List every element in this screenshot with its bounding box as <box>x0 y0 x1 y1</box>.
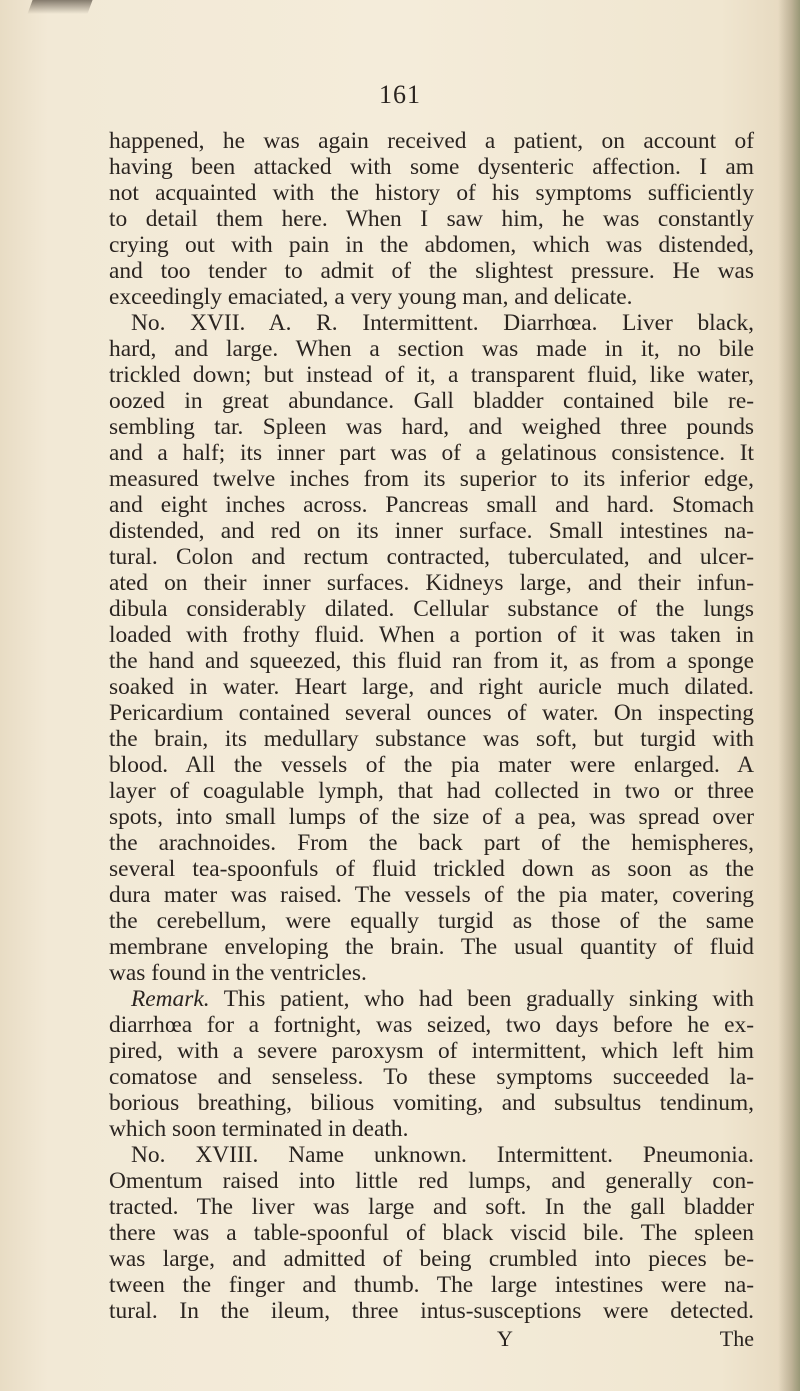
text-line: was found in the ventricles. <box>109 960 367 986</box>
text-line: trickled down; but instead of it, a transparent fluid, like water, <box>109 362 754 388</box>
text-line: borious breathing, bilious vomiting, and subsultus tendinum, <box>109 1090 754 1116</box>
binding-edge-shadow <box>778 0 800 1391</box>
text-line: tural. Colon and rectum contracted, tuberculated, and ulcer- <box>109 544 754 570</box>
page-corner-shadow <box>27 0 92 14</box>
text-line: spots, into small lumps of the size of a pea, was spread over <box>109 804 754 830</box>
text-line: soaked in water. Heart large, and right auricle much dilated. <box>109 674 754 700</box>
signature-mark: Y <box>497 1326 513 1351</box>
text-line: comatose and senseless. To these symptoms succeeded la- <box>109 1064 754 1090</box>
text-line: and too tender to admit of the slightest pressure. He was <box>109 258 754 284</box>
text-line: No. XVIII. Name unknown. Intermittent. Pneumonia. <box>131 1142 754 1168</box>
catchword: The <box>719 1326 754 1351</box>
text-line: crying out with pain in the abdomen, which was distended, <box>109 232 754 258</box>
text-line-content: This patient, who had been gradually sinking with <box>223 986 754 1012</box>
text-line: sembling tar. Spleen was hard, and weighed three pounds <box>109 414 754 440</box>
page-number: 161 <box>379 80 421 109</box>
text-line: exceedingly emaciated, a very young man, and delicate. <box>109 284 633 310</box>
text-line: Omentum raised into little red lumps, and generally con- <box>109 1168 754 1194</box>
text-line: happened, he was again received a patient, on account of <box>109 128 754 154</box>
text-line: membrane enveloping the brain. The usual quantity of fluid <box>109 934 754 960</box>
text-line: and eight inches across. Pancreas small and hard. Stomach <box>109 492 754 518</box>
text-line: was large, and admitted of being crumbled into pieces be- <box>109 1246 754 1272</box>
text-line: measured twelve inches from its superior to its inferior edge, <box>109 466 754 492</box>
text-line: the brain, its medullary substance was soft, but turgid with <box>109 726 754 752</box>
text-line: there was a table-spoonful of black viscid bile. The spleen <box>109 1220 754 1246</box>
text-line: tracted. The liver was large and soft. In the gall bladder <box>109 1194 754 1220</box>
text-line: loaded with frothy fluid. When a portion of it was taken in <box>109 622 754 648</box>
text-line: and a half; its inner part was of a gelatinous consistence. It <box>109 440 754 466</box>
text-line: hard, and large. When a section was made in it, no bile <box>109 336 754 362</box>
text-line: layer of coagulable lymph, that had collected in two or three <box>109 778 754 804</box>
text-line: dura mater was raised. The vessels of the pia mater, covering <box>109 882 754 908</box>
text-line: the arachnoides. From the back part of the hemispheres, <box>109 830 754 856</box>
text-line: Pericardium contained several ounces of water. On inspecting <box>109 700 754 726</box>
text-line: the cerebellum, were equally turgid as those of the same <box>109 908 754 934</box>
remark-heading: Remark. <box>131 986 210 1012</box>
text-line: tween the finger and thumb. The large intestines were na- <box>109 1272 754 1298</box>
text-line: diarrhœa for a fortnight, was seized, two days before he ex- <box>109 1012 754 1038</box>
text-line: several tea-spoonfuls of fluid trickled down as soon as the <box>109 856 754 882</box>
page-footer <box>109 1326 754 1352</box>
text-line: which soon terminated in death. <box>109 1116 409 1142</box>
text-line: oozed in great abundance. Gall bladder contained bile re- <box>109 388 754 414</box>
text-line: blood. All the vessels of the pia mater were enlarged. A <box>109 752 754 778</box>
body-text <box>109 128 754 1324</box>
text-line: not acquainted with the history of his symptoms sufficiently <box>109 180 754 206</box>
text-line: tural. In the ileum, three intus-susceptions were detected. <box>109 1298 754 1324</box>
text-line: the hand and squeezed, this fluid ran from it, as from a sponge <box>109 648 754 674</box>
text-line: having been attacked with some dysenteric affection. I am <box>109 154 754 180</box>
text-line: ated on their inner surfaces. Kidneys large, and their infun- <box>109 570 754 596</box>
text-line: pired, with a severe paroxysm of intermittent, which left him <box>109 1038 754 1064</box>
text-line: distended, and red on its inner surface. Small intestines na- <box>109 518 754 544</box>
text-line <box>109 986 754 1012</box>
text-line: dibula considerably dilated. Cellular substance of the lungs <box>109 596 754 622</box>
text-line: No. XVII. A. R. Intermittent. Diarrhœa. Liver black, <box>131 310 754 336</box>
text-line: to detail them here. When I saw him, he was constantly <box>109 206 754 232</box>
